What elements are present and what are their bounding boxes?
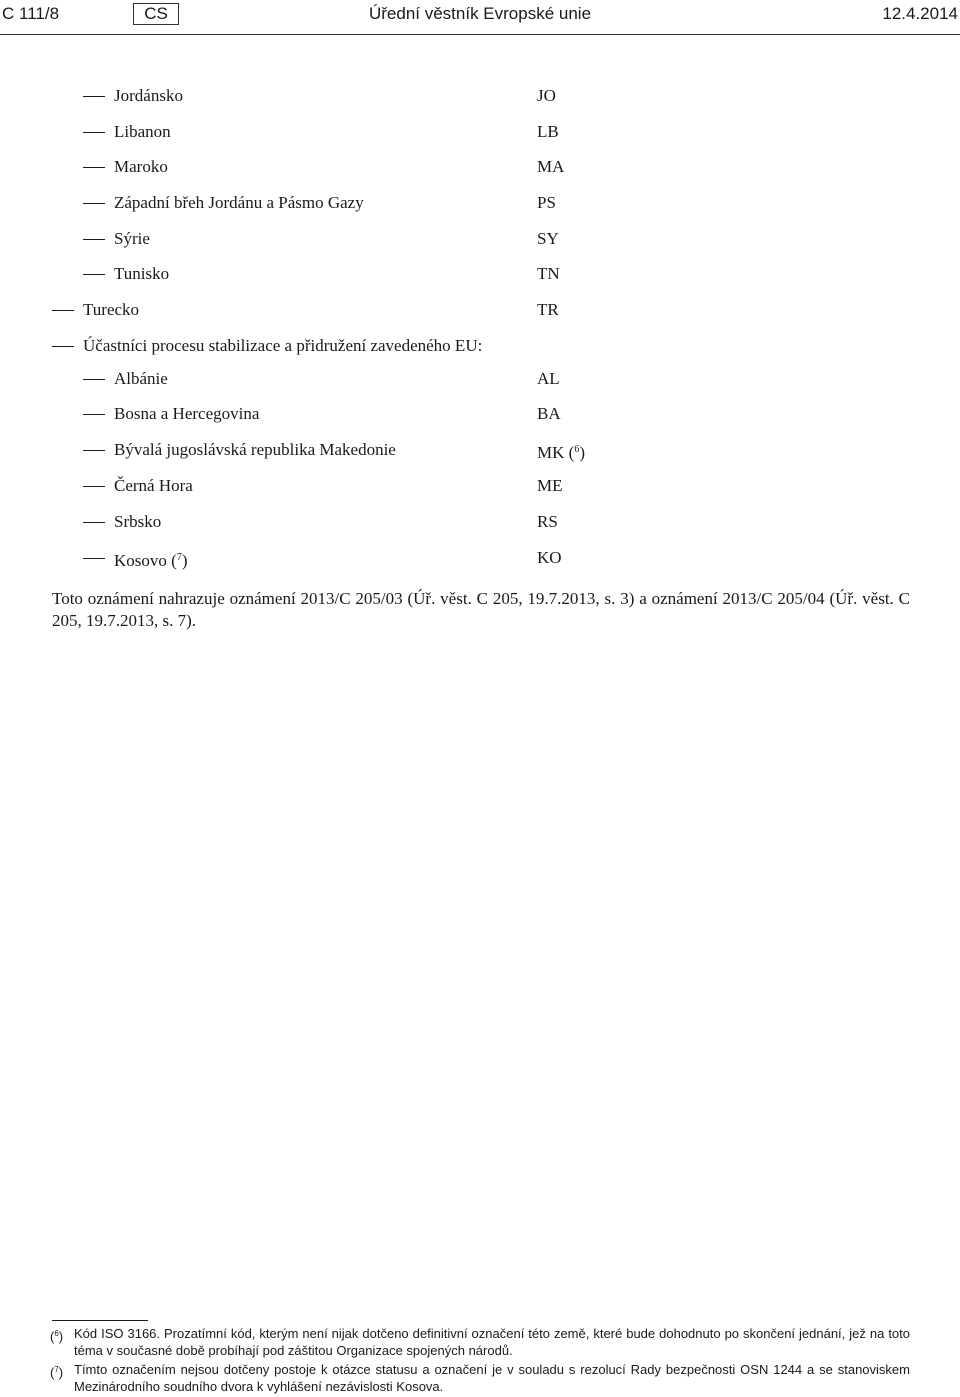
country-code: TR <box>537 300 559 319</box>
page-reference: C 111/8 <box>2 4 60 23</box>
country-name: Jordánsko <box>114 86 183 105</box>
footnote-number: ($^6$) <box>50 1329 64 1344</box>
publication-date: 12.4.2014 <box>882 4 958 23</box>
dash-marker <box>83 522 105 523</box>
country-code: RS <box>537 512 558 531</box>
list-item <box>0 226 960 252</box>
dash-marker <box>52 310 74 311</box>
dash-marker <box>83 167 105 168</box>
country-name: Černá Hora <box>114 476 193 495</box>
list-item <box>0 437 960 463</box>
dash-marker <box>83 450 105 451</box>
country-name: Srbsko <box>114 512 162 531</box>
dash-marker <box>83 414 105 415</box>
body-paragraph: Toto oznámení nahrazuje oznámení 2013/C 205/03 (Úř. věst. C 205, 19.7.2013, s. 3) a oznámení 2013/C 205/04 (Úř. věst. C 205, 19.7.2013, s. 7). <box>52 589 910 630</box>
footnote-ref[interactable]: 6 <box>574 444 580 455</box>
country-name: Tunisko <box>114 264 170 283</box>
list-group-heading <box>0 333 960 359</box>
list-item <box>0 545 960 571</box>
country-name: Bosna a Hercegovina <box>114 404 260 423</box>
country-name: Západní břeh Jordánu a Pásmo Gazy <box>114 193 364 212</box>
name-text: Kosovo <box>114 551 167 570</box>
footnote-number: ($^7$) <box>50 1365 64 1380</box>
country-code: LB <box>537 122 559 141</box>
country-name: Sýrie <box>114 229 150 248</box>
country-code: PS <box>537 193 556 212</box>
country-name: Kosovo ($^7$) <box>114 551 188 570</box>
country-name: Maroko <box>114 157 168 176</box>
footnote <box>50 1361 910 1395</box>
group-name: Účastníci procesu stabilizace a přidružení zavedeného EU: <box>83 336 483 355</box>
list-item <box>0 154 960 180</box>
page-header <box>0 0 960 35</box>
dash-marker <box>52 346 74 347</box>
journal-title: Úřední věstník Evropské unie <box>368 4 592 23</box>
dash-marker <box>83 96 105 97</box>
footnote-ref[interactable]: 7 <box>176 552 182 563</box>
list-item <box>0 366 960 392</box>
country-name: Turecko <box>83 300 140 319</box>
country-code: SY <box>537 229 559 248</box>
dash-marker <box>83 274 105 275</box>
dash-marker <box>83 486 105 487</box>
footnote-text: Kód ISO 3166. Prozatímní kód, kterým není nijak dotčeno definitivní označení této země, které bude dohodnuto po skončení jednání, jež na toto téma v současné době probíhají pod záštitou Organizace spojených národů. <box>74 1326 910 1358</box>
dash-marker <box>83 203 105 204</box>
country-code: BA <box>537 404 561 423</box>
country-code: MA <box>537 157 565 176</box>
list-item <box>0 509 960 535</box>
dash-marker <box>83 379 105 380</box>
footnote <box>50 1325 910 1359</box>
list-item <box>0 473 960 499</box>
country-name: Bývalá jugoslávská republika Makedonie <box>114 440 396 459</box>
country-code: ME <box>537 476 563 495</box>
country-code: TN <box>537 264 560 283</box>
country-code: KO <box>537 548 562 567</box>
dash-marker <box>83 239 105 240</box>
list-item <box>0 83 960 109</box>
footnote-separator <box>52 1320 148 1321</box>
footnote-number-value: 7 <box>54 1365 59 1374</box>
list-item <box>0 401 960 427</box>
list-item <box>0 297 960 323</box>
country-name: Libanon <box>114 122 171 141</box>
code-text: MK <box>537 443 565 462</box>
country-code: MK ($^6$) <box>537 443 585 462</box>
footnote-number-value: 6 <box>54 1329 59 1338</box>
language-badge: CS <box>133 3 179 25</box>
country-name: Albánie <box>114 369 168 388</box>
country-code: JO <box>537 86 556 105</box>
country-code: AL <box>537 369 560 388</box>
list-item <box>0 119 960 145</box>
list-item <box>0 190 960 216</box>
footnote-text: Tímto označením nejsou dotčeny postoje k otázce statusu a označení je v souladu s rezolucí Rady bezpečnosti OSN 1244 a se stanoviskem Mezinárodního soudního dvora k vyhlášení nezávislosti Kosova. <box>74 1362 910 1394</box>
dash-marker <box>83 132 105 133</box>
list-item <box>0 261 960 287</box>
dash-marker <box>83 558 105 559</box>
